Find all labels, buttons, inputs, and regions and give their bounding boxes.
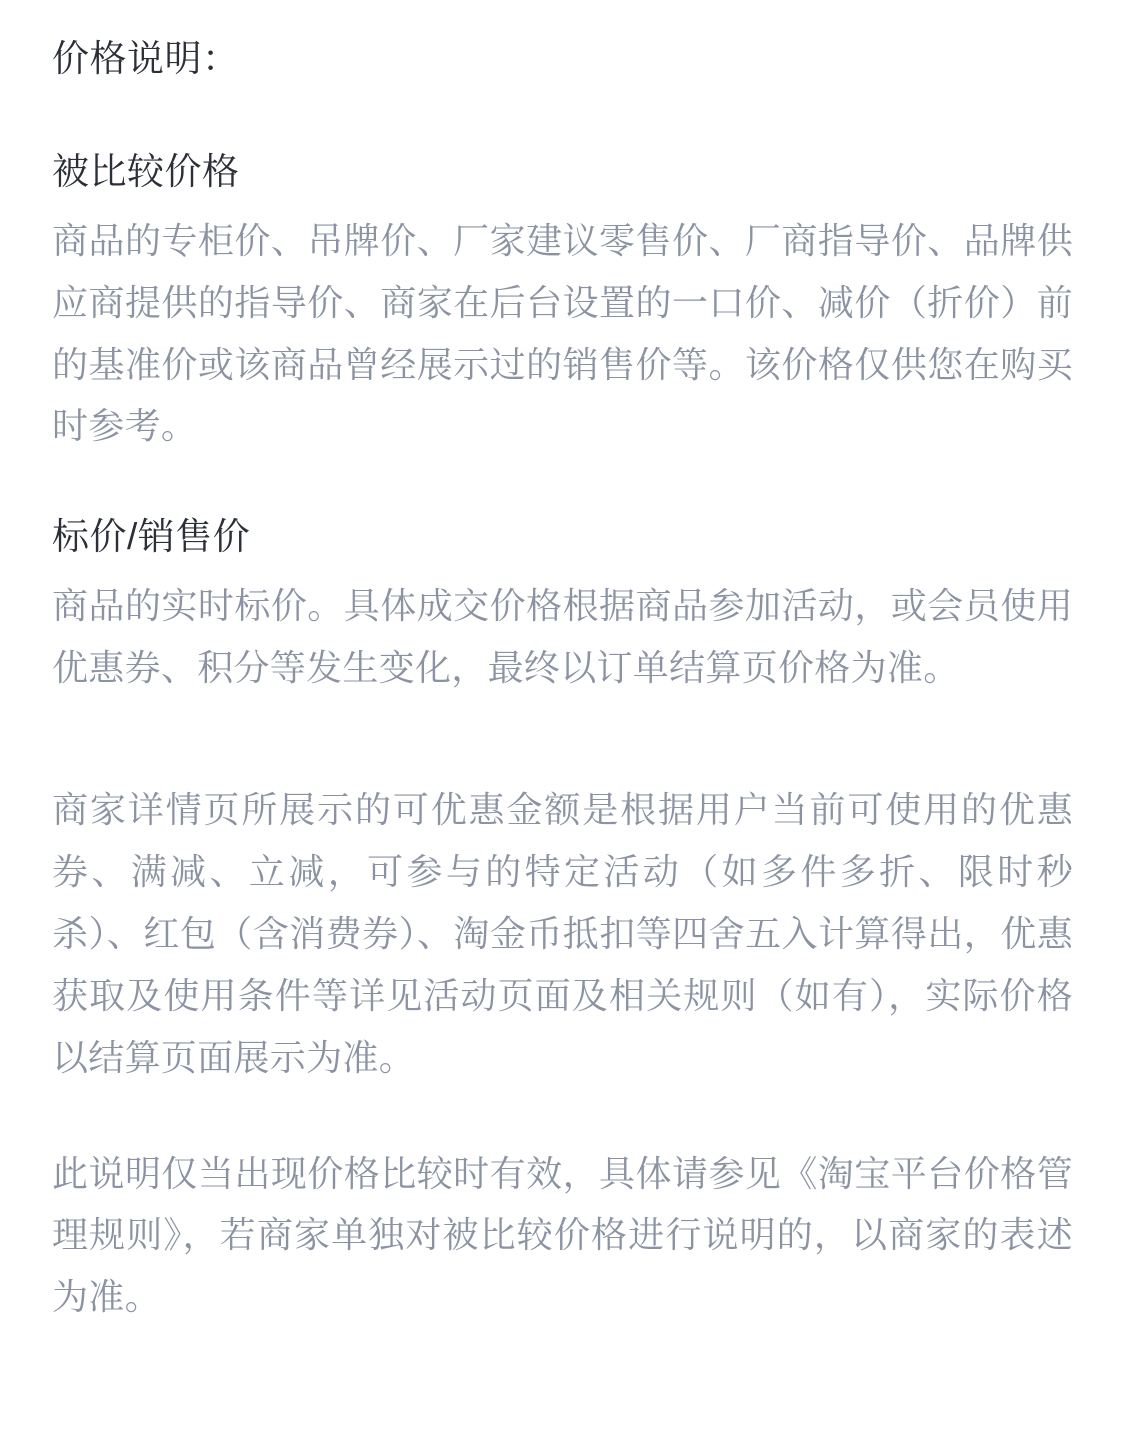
content-spacer	[52, 753, 1073, 779]
section-body-compared-price: 商品的专柜价、吊牌价、厂家建议零售价、厂商指导价、品牌供应商提供的指导价、商家在后台设置的一口价、减价（折价）前的基准价或该商品曾经展示过的销售价等。该价格仅供您在购买时参考。	[52, 219, 1073, 447]
section-heading-list-sale-price: 标价/销售价	[52, 516, 251, 558]
section-body-list-sale-price: 商品的实时标价。具体成交价格根据商品参加活动，或会员使用优惠券、积分等发生变化，最终以订单结算页价格为准。	[52, 585, 1073, 689]
section-list-sale-price	[52, 511, 1073, 699]
section-compared-price	[52, 146, 1073, 457]
paragraph-discount-calculation	[52, 779, 1073, 1089]
paragraph-text: 商家详情页所展示的可优惠金额是根据用户当前可使用的优惠券、满减、立减，可参与的特定活动（如多件多折、限时秒杀）、红包（含消费券）、淘金币抵扣等四舍五入计算得出，优惠获取及使用条件等详见活动页面及相关规则（如有），实际价格以结算页面展示为准。	[52, 788, 1073, 1078]
paragraph-rule-reference	[52, 1143, 1073, 1329]
paragraph-text: 此说明仅当出现价格比较时有效，具体请参见《淘宝平台价格管理规则》，若商家单独对被比较价格进行说明的，以商家的表述为准。	[52, 1152, 1073, 1318]
page-title: 价格说明：	[52, 38, 240, 79]
section-heading-compared-price: 被比较价格	[52, 150, 240, 192]
